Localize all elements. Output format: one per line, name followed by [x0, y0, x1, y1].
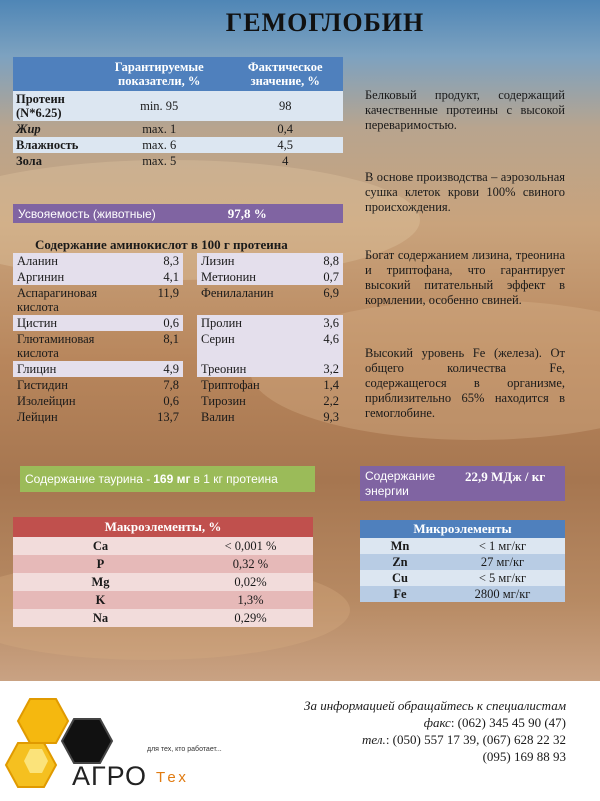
- amino-name: Лейцин: [17, 410, 58, 424]
- amino-value: 7,8: [163, 378, 179, 392]
- table-row: [360, 570, 565, 586]
- table-row: [360, 554, 565, 570]
- table-row: [13, 377, 343, 393]
- table-row: [13, 393, 343, 409]
- logo-slogan: для тех, кто работает...: [147, 746, 222, 753]
- element-value: 0,02%: [188, 573, 313, 591]
- row-name: Зола: [16, 154, 42, 168]
- element-symbol: Cu: [360, 570, 440, 586]
- row-actual: 0,4: [277, 122, 294, 136]
- contacts-intro: За информацией обращайтесь к специалистам: [304, 698, 566, 713]
- taurine-value: 169 мг: [153, 472, 191, 486]
- row-actual: 4: [282, 154, 289, 168]
- element-symbol: Zn: [360, 554, 440, 570]
- amino-name: Метионин: [197, 269, 301, 285]
- amino-name: Глицин: [13, 361, 131, 377]
- amino-name: Гистидин: [17, 378, 68, 392]
- footer: [0, 683, 600, 801]
- amino-name: Цистин: [13, 315, 131, 331]
- row-actual: 98: [278, 99, 292, 113]
- table-header-actual: Фактическое значение, %: [247, 60, 323, 88]
- table-row: [13, 609, 313, 627]
- element-symbol: K: [13, 591, 188, 609]
- amino-name: Валин: [201, 410, 235, 424]
- amino-value: 1,4: [323, 378, 339, 392]
- element-symbol: P: [13, 555, 188, 573]
- spacer: [183, 331, 197, 361]
- element-symbol: Mn: [360, 538, 440, 554]
- amino-name: Тирозин: [201, 394, 246, 408]
- description-paragraph: Белковый продукт, содержащий качественные протеины с высокой переваримостью.: [365, 88, 565, 132]
- amino-name: Треонин: [197, 361, 301, 377]
- micro-title: Микроэлементы: [360, 520, 565, 538]
- amino-name: Триптофан: [201, 378, 260, 392]
- amino-name: Глютаминовая кислота: [17, 332, 95, 360]
- table-header-row: [13, 517, 313, 537]
- amino-value: 4,6: [301, 331, 343, 361]
- element-symbol: Fe: [360, 586, 440, 602]
- tel-number-extra[interactable]: (095) 169 88 93: [482, 749, 566, 764]
- row-actual: 4,5: [277, 138, 294, 152]
- amino-value: 8,3: [131, 253, 183, 269]
- table-row: [13, 121, 343, 137]
- table-row: [13, 91, 343, 121]
- table-row: [13, 331, 343, 361]
- spacer: [183, 377, 197, 393]
- description-paragraph: Богат содержанием лизина, треонина и триптофана, что гарантирует высокий питательный эффект в кормлении, особенно свиней.: [365, 248, 565, 307]
- row-name: Жир: [16, 122, 41, 136]
- page-title: ГЕМОГЛОБИН: [225, 8, 425, 37]
- amino-value: 3,2: [301, 361, 343, 377]
- amino-value: 4,9: [131, 361, 183, 377]
- description-paragraph: В основе производства – аэрозольная сушка клеток крови 100% свиного происхождения.: [365, 170, 565, 214]
- table-row: [13, 315, 343, 331]
- row-name: Протеин (N*6.25): [16, 92, 65, 120]
- digestibility-bar: [13, 204, 343, 223]
- tel-label: тел.: [362, 732, 386, 747]
- logo-hexagon-black: [62, 719, 112, 763]
- taurine-suffix: в 1 кг протеина: [193, 472, 278, 486]
- table-row: [360, 538, 565, 554]
- spacer: [183, 285, 197, 315]
- macro-table: [13, 517, 313, 627]
- energy-label: Содержание энергии: [365, 469, 436, 498]
- energy-bar: [360, 466, 565, 501]
- table-header-row: [13, 57, 343, 91]
- amino-value: 13,7: [157, 410, 179, 424]
- element-symbol: Na: [13, 609, 188, 627]
- amino-value: 8,1: [163, 332, 179, 346]
- amino-name: Аспарагиновая кислота: [17, 286, 98, 314]
- table-row: [13, 153, 343, 169]
- digestibility-value: 97,8 %: [227, 205, 267, 221]
- element-symbol: Ca: [13, 537, 188, 555]
- row-guaranteed: max. 1: [142, 122, 177, 136]
- amino-name: Фенилаланин: [201, 286, 274, 300]
- element-value: 2800 мг/кг: [440, 586, 565, 602]
- spacer: [183, 409, 197, 425]
- row-name: Влажность: [16, 138, 79, 152]
- amino-name: Аланин: [13, 253, 131, 269]
- table-row: [13, 409, 343, 425]
- fax-label: факс: [423, 715, 451, 730]
- amino-value: 0,7: [301, 269, 343, 285]
- amino-table: [13, 253, 343, 425]
- amino-name: Пролин: [197, 315, 301, 331]
- energy-value: 22,9 МДж / кг: [465, 469, 546, 484]
- element-value: 27 мг/кг: [440, 554, 565, 570]
- table-row: [13, 137, 343, 153]
- element-value: < 0,001 %: [188, 537, 313, 555]
- table-row: [13, 591, 313, 609]
- macro-title: Макроэлементы, %: [13, 517, 313, 537]
- tel-numbers[interactable]: : (050) 557 17 39, (067) 628 22 32: [385, 732, 566, 747]
- element-value: 1,3%: [188, 591, 313, 609]
- row-guaranteed: max. 6: [142, 138, 177, 152]
- amino-value: 6,9: [323, 286, 339, 300]
- logo-brand: АГРО: [72, 761, 148, 791]
- row-guaranteed: max. 5: [142, 154, 177, 168]
- fax-number[interactable]: : (062) 345 45 90 (47): [450, 715, 566, 730]
- spacer: [183, 315, 197, 331]
- fax-line: [304, 714, 566, 731]
- table-row: [13, 269, 343, 285]
- table-row: [13, 555, 313, 573]
- element-value: 0,29%: [188, 609, 313, 627]
- amino-value: 9,3: [323, 410, 339, 424]
- spacer: [183, 393, 197, 409]
- taurine-bar: [20, 466, 315, 492]
- tel-line: [304, 731, 566, 748]
- logo-hexagon-yellow: [18, 699, 68, 743]
- element-symbol: Mg: [13, 573, 188, 591]
- element-value: < 5 мг/кг: [440, 570, 565, 586]
- table-row: [13, 285, 343, 315]
- amino-value: 4,1: [131, 269, 183, 285]
- table-row: [360, 586, 565, 602]
- amino-name: Изолейцин: [17, 394, 76, 408]
- amino-name: Лизин: [197, 253, 301, 269]
- description-paragraph: Высокий уровень Fe (железа). От общего количества Fe, содержащегося в организме, приблизительно 65% находится в гемоглобине.: [365, 346, 565, 420]
- spacer: [183, 253, 197, 269]
- spacer: [183, 361, 197, 377]
- amino-value: 0,6: [131, 315, 183, 331]
- table-row: [13, 253, 343, 269]
- table-header-row: [360, 520, 565, 538]
- table-row: [13, 361, 343, 377]
- element-value: 0,32 %: [188, 555, 313, 573]
- amino-name: Аргинин: [13, 269, 131, 285]
- spacer: [183, 269, 197, 285]
- amino-value: 2,2: [323, 394, 339, 408]
- amino-title: Содержание аминокислот в 100 г протеина: [35, 237, 288, 252]
- amino-name: Серин: [197, 331, 301, 361]
- amino-value: 8,8: [301, 253, 343, 269]
- table-header-guaranteed: Гарантируемые показатели, %: [114, 60, 204, 88]
- micro-table: [360, 520, 565, 602]
- amino-value: 3,6: [301, 315, 343, 331]
- table-header-empty: [13, 57, 91, 91]
- element-value: < 1 мг/кг: [440, 538, 565, 554]
- digestibility-label: Усвояемость (животные): [18, 206, 156, 221]
- taurine-prefix: Содержание таурина -: [25, 472, 151, 486]
- amino-value: 0,6: [163, 394, 179, 408]
- logo-brand-tail: Тех: [156, 769, 189, 786]
- table-row: [13, 573, 313, 591]
- amino-value: 11,9: [157, 286, 179, 300]
- contacts-block: [304, 697, 566, 765]
- row-guaranteed: min. 95: [140, 99, 179, 113]
- table-row: [13, 537, 313, 555]
- guaranteed-table: [13, 57, 343, 169]
